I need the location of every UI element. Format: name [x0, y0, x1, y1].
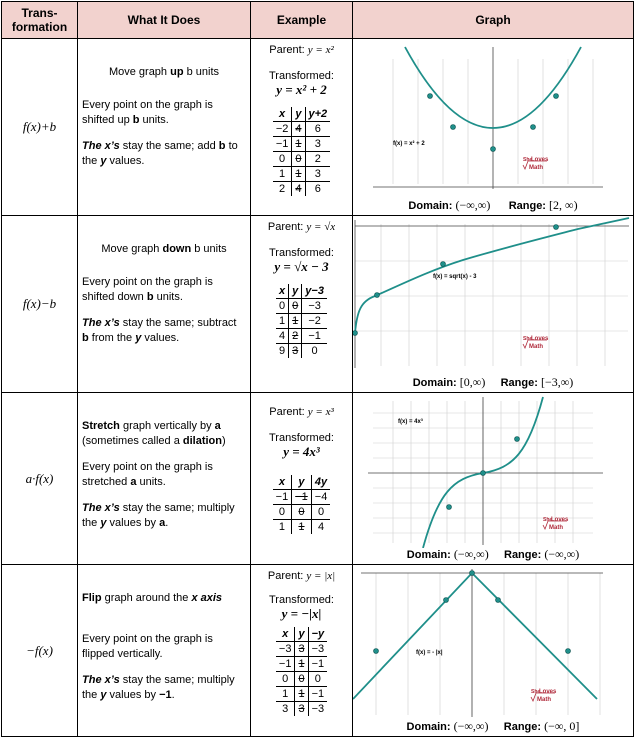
- svg-text:Loves: Loves: [531, 336, 549, 342]
- graph-cell: [353, 216, 634, 393]
- what-it-does-cell: Stretch graph vertically by a (sometimes called a dilation) Every point on the graph is stretched a units. The x’s stay the same; multiply the y values by a.: [78, 393, 251, 565]
- graph-sqrt: [353, 216, 633, 376]
- point: [374, 649, 379, 654]
- graph-cell: [353, 565, 634, 737]
- svg-text:Math: Math: [537, 697, 551, 703]
- function-label: f(x) = x² + 2: [393, 141, 425, 147]
- svg-text:She: She: [531, 689, 541, 695]
- transformation-cell: a·f(x): [2, 393, 78, 565]
- svg-text:Math: Math: [529, 344, 543, 350]
- header-graph: Graph: [353, 2, 634, 39]
- row-shift-up: [2, 39, 634, 216]
- svg-text:She: She: [523, 157, 533, 163]
- point: [531, 125, 536, 130]
- transformations-table: [1, 1, 634, 737]
- point: [441, 262, 446, 267]
- point: [353, 331, 358, 336]
- header-example: Example: [251, 2, 353, 39]
- curve: [355, 218, 629, 333]
- point: [554, 94, 559, 99]
- header-transformation: Trans- formation: [2, 2, 78, 39]
- logo-icon: [531, 689, 557, 703]
- transformation-cell: f(x)+b: [2, 39, 78, 216]
- curve: [353, 573, 597, 699]
- svg-text:She: She: [543, 517, 553, 523]
- what-it-does-cell: Move graph up b units Every point on the graph is shifted up b units. The x’s stay the same; add b to the y values.: [78, 39, 251, 216]
- point: [566, 649, 571, 654]
- graph-abs: [353, 565, 633, 720]
- svg-text:Loves: Loves: [551, 517, 569, 523]
- header-row: [2, 2, 634, 39]
- logo-icon: [523, 157, 549, 171]
- domain-range: Domain: (−∞,∞) Range: [2, ∞): [408, 198, 578, 212]
- function-label: f(x) = sqrt(x) - 3: [433, 274, 477, 280]
- svg-text:She: She: [523, 336, 533, 342]
- graph-cell: [353, 39, 634, 216]
- domain-range: Domain: (−∞,∞) Range: (−∞, 0]: [406, 719, 580, 733]
- point: [554, 225, 559, 230]
- row-stretch: [2, 393, 634, 565]
- point: [428, 94, 433, 99]
- point: [444, 598, 449, 603]
- row-flip: [2, 565, 634, 737]
- row-shift-down: [2, 216, 634, 393]
- values-table: x y −y −3 3 −3 −1 1 −1 0 0 0 1 1 −1 3 3 −3: [276, 627, 327, 716]
- example-cell: Parent: y = √x Transformed: y = √x − 3 x y y−3 0 0 −3 1 1 −2 4 2 −1 9 3 0: [251, 216, 353, 393]
- point: [447, 505, 452, 510]
- svg-text:Loves: Loves: [539, 689, 557, 695]
- what-it-does-cell: Flip graph around the x axis Every point on the graph is flipped vertically. The x’s stay the same; multiply the y values by −1.: [78, 565, 251, 737]
- example-cell: Parent: y = x² Transformed: y = x² + 2 x y y+2 −2 4 6 −1 1 3 0 0 2 1 1 3 2 4 6: [251, 39, 353, 216]
- point: [375, 293, 380, 298]
- function-label: f(x) = 4x³: [398, 419, 423, 425]
- transformation-cell: −f(x): [2, 565, 78, 737]
- domain-range: Domain: (−∞,∞) Range: (−∞,∞): [406, 547, 580, 561]
- point: [515, 437, 520, 442]
- svg-text:Math: Math: [529, 165, 543, 171]
- domain-range: Domain: [0,∞) Range: [−3,∞): [412, 375, 574, 389]
- svg-text:Math: Math: [549, 525, 563, 531]
- point: [481, 471, 486, 476]
- point: [451, 125, 456, 130]
- point: [491, 147, 496, 152]
- transformation-cell: f(x)−b: [2, 216, 78, 393]
- header-what-it-does: What It Does: [78, 2, 251, 39]
- values-table: x y y+2 −2 4 6 −1 1 3 0 0 2 1 1 3 2 4 6: [273, 107, 330, 196]
- what-it-does-cell: Move graph down b units Every point on the graph is shifted down b units. The x’s stay the same; subtract b from the y values.: [78, 216, 251, 393]
- logo-icon: [523, 336, 549, 350]
- svg-text:Loves: Loves: [531, 157, 549, 163]
- point: [496, 598, 501, 603]
- graph-parabola: [353, 39, 633, 199]
- values-table: x y 4y −1 −1 −4 0 0 0 1 1 4: [273, 475, 331, 534]
- example-cell: Parent: y = x³ Transformed: y = 4x³ x y 4y −1 −1 −4 0 0 0 1 1 4: [251, 393, 353, 565]
- logo-icon: [543, 517, 569, 531]
- point: [470, 571, 475, 576]
- values-table: x y y−3 0 0 −3 1 1 −2 4 2 −1 9 3 0: [276, 284, 327, 358]
- graph-cell: [353, 393, 634, 565]
- graph-cubic: [353, 393, 633, 548]
- example-cell: Parent: y = |x| Transformed: y = −|x| x y −y −3 3 −3 −1 1 −1 0 0 0 1 1 −1 3 3 −3: [251, 565, 353, 737]
- function-label: f(x) = - |x|: [416, 650, 443, 656]
